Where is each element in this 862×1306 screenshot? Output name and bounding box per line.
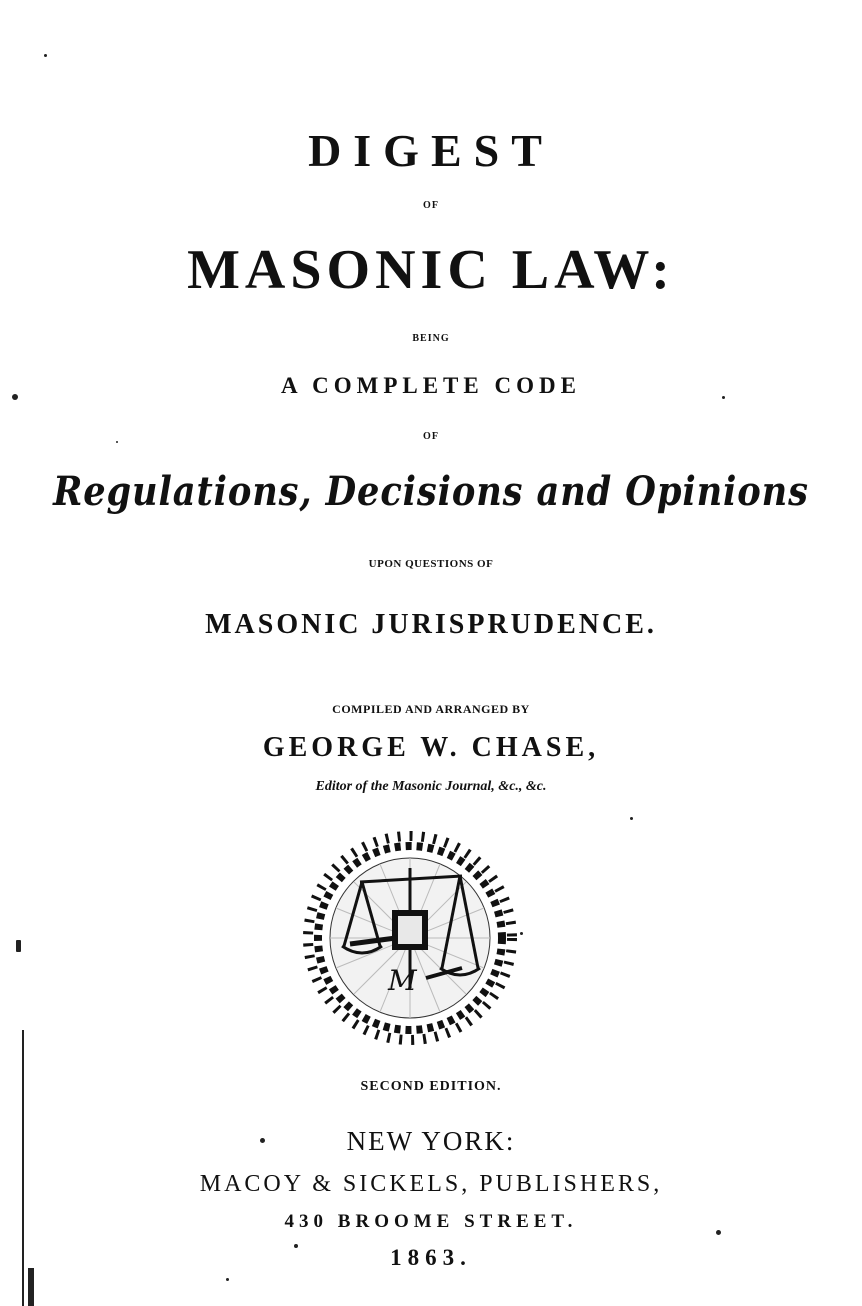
compiled-by: COMPILED AND ARRANGED BY [332, 702, 530, 716]
scan-speck [116, 441, 118, 443]
book-subject: MASONIC LAW: [187, 239, 675, 301]
publisher: MACOY & SICKELS, PUBLISHERS, [199, 1171, 663, 1197]
edition: SECOND EDITION. [360, 1079, 502, 1094]
book-subtitle: A COMPLETE CODE [281, 373, 581, 398]
masonic-scales-wreath-icon [292, 818, 528, 1054]
blackletter-subtitle: Regulations, Decisions and Opinions [53, 468, 809, 515]
scan-speck [44, 54, 47, 57]
connector-of: OF [423, 200, 439, 211]
publication-year: 1863. [390, 1245, 472, 1270]
scan-speck [260, 1138, 265, 1143]
scan-speck [226, 1278, 229, 1281]
connector-upon: UPON QUESTIONS OF [368, 558, 494, 570]
page-edge-mark [28, 1268, 34, 1306]
book-title: DIGEST [308, 125, 554, 176]
connector-of-2: OF [423, 431, 439, 442]
author-name: GEORGE W. CHASE, [262, 732, 600, 763]
scan-speck [12, 394, 18, 400]
author-role: Editor of the Masonic Journal, &c., &c. [315, 779, 547, 794]
scan-speck [722, 396, 725, 399]
page-edge-line [22, 1030, 24, 1306]
scan-speck [294, 1244, 298, 1248]
scan-speck [520, 932, 523, 935]
scan-speck [630, 817, 633, 820]
publisher-address: 430 BROOME STREET. [284, 1211, 578, 1232]
seal-monogram: M [388, 964, 417, 997]
book-field: MASONIC JURISPRUDENCE. [205, 609, 657, 640]
scan-speck [16, 940, 21, 952]
scan-speck [716, 1230, 721, 1235]
publication-city: NEW YORK: [346, 1126, 516, 1156]
connector-being: BEING [412, 333, 450, 344]
